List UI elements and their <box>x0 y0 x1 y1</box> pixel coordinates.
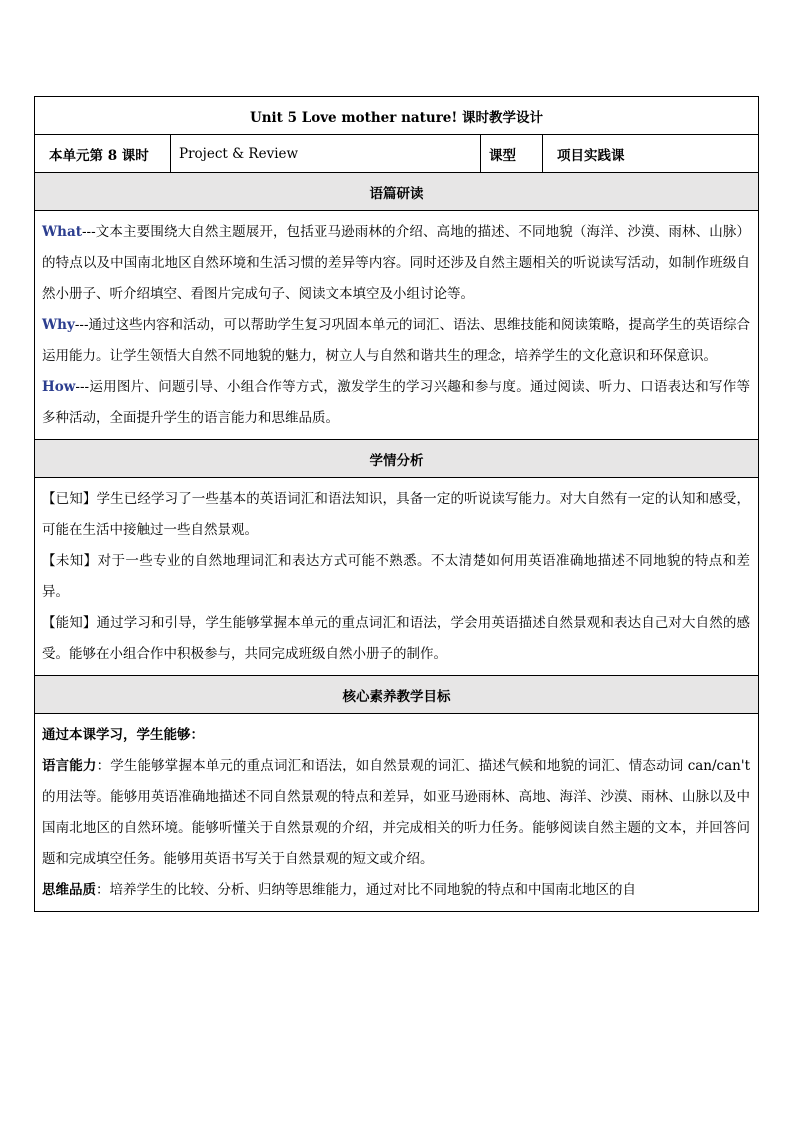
learner-analysis-body <box>34 477 759 675</box>
goals-intro: 通过本课学习，学生能够： <box>42 727 204 743</box>
known-label: 【已知】 <box>42 491 97 507</box>
section-heading-core-goals <box>34 675 759 713</box>
lesson-type-value: 项目实践课 <box>557 147 625 164</box>
lesson-info-row <box>34 134 759 172</box>
language-ability-paragraph <box>42 751 750 875</box>
why-text: ---通过这些内容和活动，可以帮助学生复习巩固本单元的词汇、语法、思维技能和阅读策略，提高学生的英语综合运用能力。让学生领悟大自然不同地貌的魅力，树立人与自然和谐共生的理念，培养学生的文化意识和环保意识。 <box>42 317 751 364</box>
can-know-text: 通过学习和引导，学生能够掌握本单元的重点词汇和语法，学会用英语描述自然景观和表达自己对大自然的感受。能够在小组合作中积极参与，共同完成班级自然小册子的制作。 <box>42 615 751 662</box>
section-heading-label: 语篇研读 <box>369 185 424 202</box>
section-heading-text-study <box>34 172 759 210</box>
language-ability-label: 语言能力 <box>42 758 97 774</box>
why-paragraph <box>42 310 750 372</box>
text-study-body <box>34 210 759 439</box>
can-know-paragraph <box>42 608 750 670</box>
title-text: Unit 5 Love mother nature! 课时教学设计 <box>249 109 544 126</box>
unknown-paragraph <box>42 546 750 608</box>
lesson-topic-cell: Project & Review <box>171 135 481 172</box>
lesson-type-label: 课型 <box>481 135 543 172</box>
language-ability-text: ：学生能够掌握本单元的重点词汇和语法，如自然景观的词汇、描述气候和地貌的词汇、情态动词 can/can't 的用法等。能够用英语准确地描述不同自然景观的特点和差异，如亚马逊雨林、高地、海洋、沙漠、雨林、山脉以及中国南北地区的自然环境。能够听懂关于自然景观的介绍，并完成相关的听力任务。能够阅读自然主题的文本，并回答问题和完成填空任务。能够用英语书写关于自然景观的短文或介绍。 <box>42 758 750 867</box>
lesson-plan-table <box>34 96 759 912</box>
section-heading-learner-analysis <box>34 439 759 477</box>
what-label: What <box>42 224 82 240</box>
how-text: ---运用图片、问题引导、小组合作等方式，激发学生的学习兴趣和参与度。通过阅读、听力、口语表达和写作等多种活动，全面提升学生的语言能力和思维品质。 <box>42 379 750 426</box>
unknown-label: 【未知】 <box>42 553 98 569</box>
document-title <box>34 96 759 134</box>
unknown-text: 对于一些专业的自然地理词汇和表达方式可能不熟悉。不太清楚如何用英语准确地描述不同地貌的特点和差异。 <box>42 553 751 600</box>
why-label: Why <box>42 317 75 333</box>
how-label: How <box>42 379 76 395</box>
known-text: 学生已经学习了一些基本的英语词汇和语法知识，具备一定的听说读写能力。对大自然有一定的认知和感受，可能在生活中接触过一些自然景观。 <box>42 491 751 538</box>
section-heading-label: 核心素养教学目标 <box>342 688 451 705</box>
thinking-quality-text: ：培养学生的比较、分析、归纳等思维能力，通过对比不同地貌的特点和中国南北地区的自 <box>96 882 636 898</box>
section-heading-label: 学情分析 <box>369 452 424 469</box>
core-goals-body <box>34 713 759 912</box>
known-paragraph <box>42 484 750 546</box>
can-know-label: 【能知】 <box>42 615 97 631</box>
thinking-quality-paragraph <box>42 875 750 906</box>
how-paragraph <box>42 372 750 434</box>
lesson-number-cell: 本单元第 8 课时 <box>35 135 171 172</box>
what-paragraph <box>42 217 750 310</box>
what-text: ---文本主要围绕大自然主题展开，包括亚马逊雨林的介绍、高地的描述、不同地貌（海洋、沙漠、雨林、山脉）的特点以及中国南北地区自然环境和生活习惯的差异等内容。同时还涉及自然主题相关的听说读写活动，如制作班级自然小册子、听介绍填空、看图片完成句子、阅读文本填空及小组讨论等。 <box>42 224 750 302</box>
thinking-quality-label: 思维品质 <box>42 882 96 898</box>
